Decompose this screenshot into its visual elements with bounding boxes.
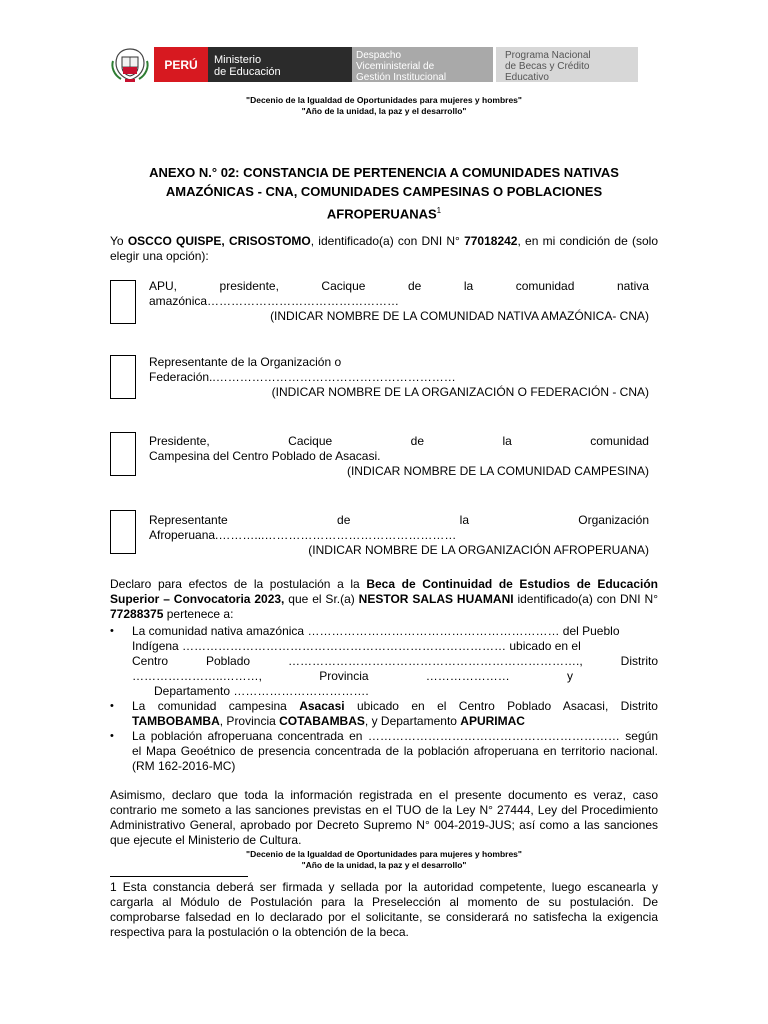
- coat-of-arms-icon: [107, 45, 153, 84]
- declarant-name: OSCCO QUISPE, CRISOSTOMO: [127, 234, 311, 248]
- closing-paragraph: Asimismo, declaro que toda la información registrada en el presente documento es veraz, caso contrario me someto a las sanciones previstas en el TUO de la Ley N° 27444, Ley del Procedimiento Administrativo General, aprobado por Decreto Supremo N° 004-2019-JUS; así como a las sanciones que ejecute el Ministerio de Cultura.: [110, 788, 658, 847]
- option-checkbox-organization[interactable]: [110, 355, 136, 399]
- footnote: 1 Esta constancia deberá ser firmada y sellada por la autoridad competente, luego escanearla y cargarla al Módulo de Postulación para la Preselección al momento de su postulación. De comprobarse falsedad en lo declarado por el solicitante, se considerará no satisfecha la exigencia respectiva para la postulación o la obtención de la beca.: [110, 880, 658, 939]
- option-afroperuana: Representante de la Organización Afroperuana.………...………………………………………… (INDICAR NOMBRE DE LA ORGANIZACIÓN AFROPERUANA): [149, 513, 649, 557]
- office-brand-block: Despacho Viceministerial de Gestión Institucional: [352, 47, 493, 82]
- option-apu: APU, presidente, Cacique de la comunidad nativa amazónica………………………………………… (INDICAR NOMBRE DE LA COMUNIDAD NATIVA AMAZÓNICA- CNA): [149, 279, 649, 323]
- beneficiary-dni: 77288375: [110, 607, 164, 621]
- list-item-campesina: • La comunidad campesina Asacasi ubicado en el Centro Poblado Asacasi, Distrito TAMBOBAMBA, Provincia COTABAMBAS, y Departamento APURIMAC: [110, 699, 658, 728]
- option-checkbox-campesina[interactable]: [110, 432, 136, 476]
- option-checkbox-afroperuana[interactable]: [110, 510, 136, 554]
- option-organization: Representante de la Organización o Federación..…………………………………………………… (INDICAR NOMBRE DE LA ORGANIZACIÓN O FEDERACIÓN - CNA): [149, 355, 649, 399]
- membership-list: [110, 624, 658, 774]
- slogan-top: "Decenio de la Igualdad de Oportunidades para mujeres y hombres" "Año de la unidad, la paz y el desarrollo": [246, 95, 522, 116]
- list-item-afroperuana: • La población afroperuana concentrada en ……………………………………………………… según el Mapa Geoétnico de presencia concentrada de la población afroperuana en territorio nacional. (RM 162-2016-MC): [110, 729, 658, 773]
- beneficiary-name: NESTOR SALAS HUAMANI: [358, 592, 514, 606]
- declaration-paragraph: Declaro para efectos de la postulación a la Beca de Continuidad de Estudios de Educación Superior – Convocatoria 2023, que el Sr.(a) NESTOR SALAS HUAMANI identificado(a) con DNI N° 77288375 pertenece a:: [110, 577, 659, 621]
- declarant-dni: 77018242: [464, 234, 518, 248]
- slogan-bottom: "Decenio de la Igualdad de Oportunidades para mujeres y hombres" "Año de la unidad, la paz y el desarrollo": [246, 849, 522, 870]
- program-brand-block: Programa Nacional de Becas y Crédito Educativo: [496, 47, 638, 82]
- footnote-divider: [110, 876, 248, 877]
- list-item-nativa: • La comunidad nativa amazónica ……………………………………………………… del Pueblo Indígena ……………………………………………………………………… ubicado en el Centro Poblado ………………………………………………………………., Distrito …………………..………, Provincia ………………… y Departamento …………………………….: [110, 624, 658, 698]
- option-campesina: Presidente, Cacique de la comunidad Campesina del Centro Poblado de Asacasi. (INDICAR NOMBRE DE LA COMUNIDAD CAMPESINA): [149, 434, 649, 478]
- intro-paragraph: Yo OSCCO QUISPE, CRISOSTOMO, identificado(a) con DNI N° 77018242, en mi condición de (solo elegir una opción):: [110, 234, 659, 263]
- scholarship-name: Beca de Continuidad de Estudios de Educación Superior – Convocatoria 2023,: [110, 577, 659, 606]
- peru-brand-block: PERÚ: [154, 47, 208, 82]
- option-checkbox-apu[interactable]: [110, 280, 136, 324]
- document-title: ANEXO N.° 02: CONSTANCIA DE PERTENENCIA A COMUNIDADES NATIVAS AMAZÓNICAS - CNA, COMUNIDADES CAMPESINAS O POBLACIONES AFROPERUANAS$^1$: [149, 165, 619, 222]
- ministry-brand-block: Ministerio de Educación: [208, 47, 449, 82]
- header-logos: [107, 45, 638, 84]
